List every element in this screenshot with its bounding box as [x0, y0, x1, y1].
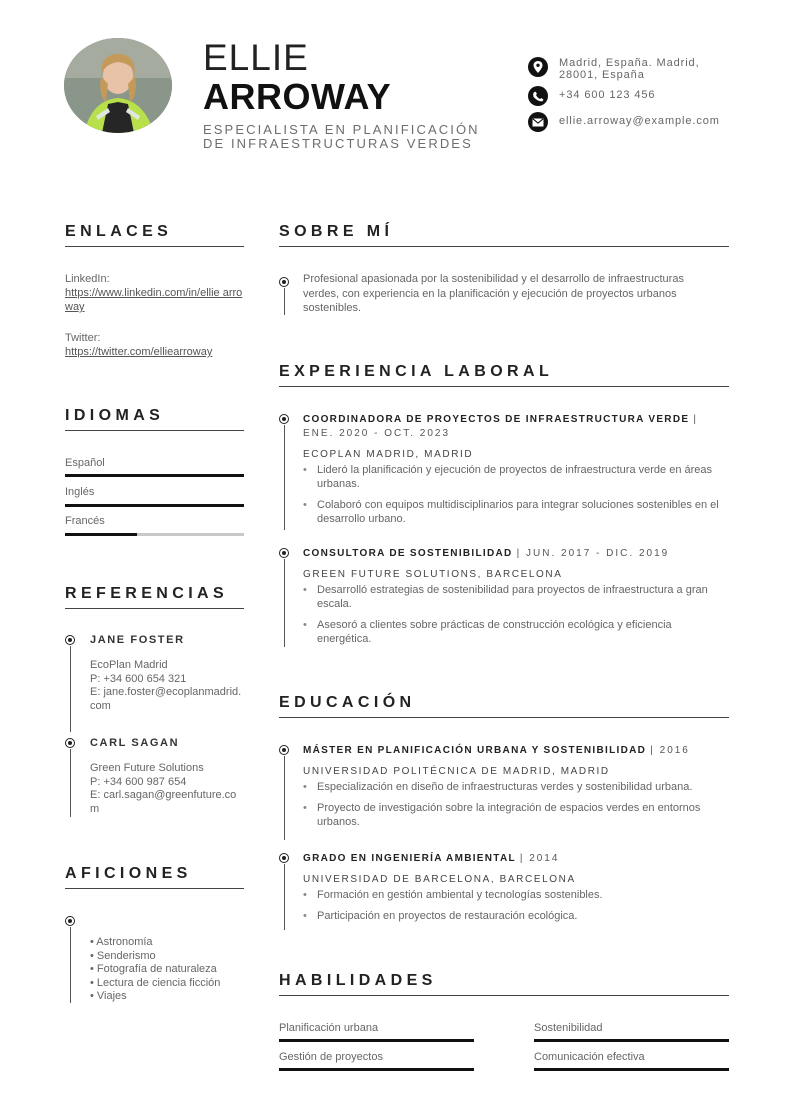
languages-heading: IDIOMAS [65, 407, 244, 431]
avatar [64, 38, 172, 133]
profile-photo [64, 38, 172, 133]
timeline-dot [65, 916, 75, 926]
first-name: ELLIE [203, 37, 309, 78]
reference-name: CARL SAGAN [90, 737, 180, 749]
skill-name: Comunicación efectiva [534, 1051, 645, 1063]
reference-email[interactable]: E: carl.sagan@greenfuture.com [90, 789, 237, 815]
contact-email [528, 112, 720, 132]
skill-name: Planificación urbana [279, 1022, 379, 1034]
hobby-list [90, 936, 220, 1004]
twitter-label: Twitter: [65, 332, 101, 344]
skill-level-fill [279, 1039, 474, 1042]
skill-name: Gestión de proyectos [279, 1051, 383, 1063]
education-date: | 2014 [519, 853, 560, 864]
contact-phone [528, 86, 655, 106]
reference-email[interactable]: E: jane.foster@ecoplanmadrid.com [90, 686, 242, 712]
skill-name: Sostenibilidad [534, 1022, 603, 1034]
education-date: | 2016 [650, 745, 690, 756]
experience-title: COORDINADORA DE PROYECTOS DE INFRAESTRUCTURA VERDE [303, 414, 690, 425]
reference-details [90, 659, 242, 713]
hobbies-heading: AFICIONES [65, 865, 244, 889]
linkedin-label: LinkedIn: [65, 273, 110, 285]
email-text: ellie.arroway@example.com [559, 115, 720, 127]
list-item: • Asesoró a clientes sobre prácticas de construcción ecológica y eficiencia energética. [303, 618, 728, 646]
language-level-bar [65, 533, 244, 536]
timeline-line [284, 425, 285, 530]
phone-icon [528, 86, 548, 106]
about-text: Profesional apasionada por la sostenibilidad y el desarrollo de infraestructuras verdes, con experiencia en la planificación y ejecución de proyectos urbanos sostenibles. [303, 273, 684, 314]
list-item: • Participación en proyectos de restauración ecológica. [303, 909, 728, 923]
language-level-bar [65, 504, 244, 507]
skill-level-bar [279, 1068, 474, 1071]
experience-date: | ENE. 2020 - OCT. 2023 [303, 414, 699, 439]
reference-phone: P: +34 600 654 321 [90, 672, 187, 685]
experience-heading: EXPERIENCIA LABORAL [279, 363, 729, 387]
list-item: • Lectura de ciencia ficción [90, 976, 221, 989]
education-title: MÁSTER EN PLANIFICACIÓN URBANA Y SOSTENIBILIDAD [303, 745, 647, 756]
last-name: ARROWAY [203, 76, 392, 117]
timeline-dot [279, 277, 289, 287]
language-level-bar [65, 474, 244, 477]
education-title: GRADO EN INGENIERÍA AMBIENTAL [303, 853, 516, 864]
experience-bullets [303, 463, 728, 526]
education-entry [303, 852, 728, 930]
language-name: Español [65, 457, 105, 469]
list-item: • Astronomía [90, 936, 153, 948]
experience-entry [303, 413, 728, 533]
list-item: • Especialización en diseño de infraestructuras verdes y sostenibilidad urbana. [303, 780, 728, 794]
language-level-fill [65, 533, 137, 536]
timeline-dot [279, 853, 289, 863]
reference-phone: P: +34 600 987 654 [90, 775, 187, 788]
skill-level-bar [279, 1039, 474, 1042]
list-item: • Colaboró con equipos multidisciplinarios para integrar soluciones sostenibles en el desarrollo urbano. [303, 498, 728, 526]
location-pin-icon [528, 57, 548, 77]
reference-company: EcoPlan Madrid [90, 659, 168, 671]
list-item: • Lideró la planificación y ejecución de proyectos de infraestructura verde en áreas urbanas. [303, 463, 728, 491]
timeline-dot [279, 745, 289, 755]
reference-details [90, 762, 242, 816]
timeline-dot [279, 548, 289, 558]
education-title-line [303, 852, 728, 866]
experience-company: ECOPLAN MADRID, MADRID [303, 449, 474, 460]
list-item: • Formación en gestión ambiental y tecnologías sostenibles. [303, 888, 728, 902]
language-name: Inglés [65, 486, 95, 498]
timeline-line [284, 756, 285, 840]
twitter-link[interactable]: https://twitter.com/elliearroway [65, 346, 213, 358]
job-title: ESPECIALISTA EN PLANIFICACIÓN DE INFRAESTRUCTURAS VERDES [203, 122, 480, 151]
skill-level-fill [534, 1068, 729, 1071]
education-school: UNIVERSIDAD POLITÉCNICA DE MADRID, MADRID [303, 766, 610, 777]
timeline-line [70, 749, 71, 817]
education-heading: EDUCACIÓN [279, 694, 729, 718]
education-school: UNIVERSIDAD DE BARCELONA, BARCELONA [303, 874, 576, 885]
timeline-dot [65, 635, 75, 645]
phone-text: +34 600 123 456 [559, 89, 656, 101]
skills-heading: HABILIDADES [279, 972, 729, 996]
language-name: Francés [65, 515, 105, 527]
experience-title-line [303, 547, 728, 561]
references-heading: REFERENCIAS [65, 585, 244, 609]
skill-level-bar [534, 1068, 729, 1071]
timeline-line [284, 864, 285, 930]
timeline-line [70, 646, 71, 732]
language-level-fill [65, 504, 244, 507]
about-heading: SOBRE MÍ [279, 223, 729, 247]
list-item: • Fotografía de naturaleza [90, 963, 217, 975]
timeline-dot [279, 414, 289, 424]
language-level-fill [65, 474, 244, 477]
timeline-dot [65, 738, 75, 748]
timeline-line [70, 927, 71, 1003]
skill-level-fill [279, 1068, 474, 1071]
links-heading: ENLACES [65, 223, 244, 247]
address-text: Madrid, España. Madrid, 28001, España [559, 57, 700, 81]
timeline-line [284, 288, 285, 315]
timeline-line [284, 559, 285, 647]
skill-level-fill [534, 1039, 729, 1042]
list-item: • Senderismo [90, 949, 156, 962]
experience-date: | JUN. 2017 - DIC. 2019 [516, 548, 670, 559]
reference-company: Green Future Solutions [90, 762, 204, 774]
list-item: • Viajes [90, 990, 127, 1002]
contact-address [528, 57, 719, 81]
education-bullets [303, 780, 728, 829]
list-item: • Proyecto de investigación sobre la integración de espacios verdes en entornos urbanos. [303, 801, 728, 829]
experience-title-line [303, 413, 728, 441]
education-entry [303, 744, 728, 836]
skill-level-bar [534, 1039, 729, 1042]
education-title-line [303, 744, 728, 758]
experience-company: GREEN FUTURE SOLUTIONS, BARCELONA [303, 569, 563, 580]
list-item: • Desarrolló estrategias de sostenibilidad para proyectos de infraestructura a gran escala. [303, 583, 728, 611]
experience-title: CONSULTORA DE SOSTENIBILIDAD [303, 548, 513, 559]
experience-bullets [303, 583, 728, 646]
linkedin-link[interactable]: https://www.linkedin.com/in/ellie arroway [65, 287, 243, 313]
envelope-icon [528, 112, 548, 132]
reference-name: JANE FOSTER [90, 634, 185, 646]
experience-entry [303, 547, 728, 653]
education-bullets [303, 888, 728, 923]
